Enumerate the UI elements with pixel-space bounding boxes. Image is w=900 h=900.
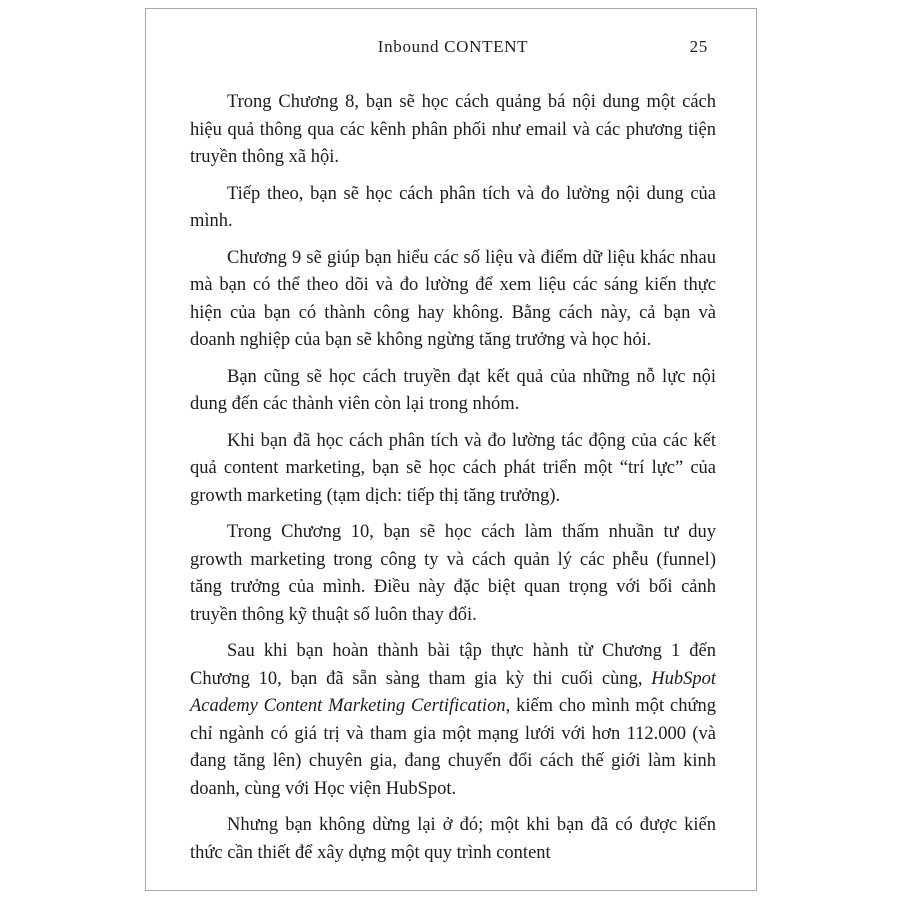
paragraph [190, 364, 716, 419]
page-header [190, 37, 716, 61]
certification-title: HubSpot Academy Content Marketing Certification [190, 668, 716, 716]
paragraph [190, 638, 716, 803]
paragraph-text: Tiếp theo, bạn sẽ học cách phân tích và đo lường nội dung của mình. [190, 183, 716, 231]
paragraph-text: Khi bạn đã học cách phân tích và đo lường tác động của các kết quả content marketing, bạn sẽ học cách phát triển một “trí lực” của growth marketing (tạm dịch: tiếp thị tăng trưởng). [190, 430, 716, 506]
paragraph-text: Trong Chương 10, bạn sẽ học cách làm thấm nhuần tư duy growth marketing trong công ty và cách quản lý các phễu (funnel) tăng trưởng của mình. Điều này đặc biệt quan trọng với bối cảnh truyền thông kỹ thuật số luôn thay đổi. [190, 522, 716, 625]
paragraph [190, 428, 716, 511]
paragraph-text: Sau khi bạn hoàn thành bài tập thực hành từ Chương 1 đến Chương 10, bạn đã sẵn sàng tham gia kỳ thi cuối cùng, [190, 641, 716, 689]
paragraph-text: Bạn cũng sẽ học cách truyền đạt kết quả của những nỗ lực nội dung đến các thành viên còn lại trong nhóm. [190, 366, 716, 414]
page-body [190, 89, 716, 867]
paragraph [190, 181, 716, 236]
paragraph-text: Trong Chương 8, bạn sẽ học cách quảng bá nội dung một cách hiệu quả thông qua các kênh phân phối như email và các phương tiện truyền thông xã hội. [190, 92, 716, 167]
paragraph [190, 519, 716, 629]
page-number: 25 [689, 37, 708, 56]
paragraph [190, 812, 716, 867]
paragraph-text: , kiếm cho mình một chứng chỉ ngành có giá trị và tham gia một mạng lưới với hơn 112.000 (và đang tăng lên) chuyên gia, đang chuyển đổi cách thế giới làm kinh doanh, cùng với Học viện HubSpot. [190, 696, 716, 799]
book-page [145, 8, 757, 891]
running-title: Inbound CONTENT [377, 37, 529, 56]
paragraph-text: Chương 9 sẽ giúp bạn hiểu các số liệu và điểm dữ liệu khác nhau mà bạn có thể theo dõi và đo lường để xem liệu các sáng kiến thực hiện của bạn có thành công hay không. Bằng cách này, cả bạn và doanh nghiệp của bạn sẽ không ngừng tăng trưởng và học hỏi. [190, 247, 716, 350]
paragraph [190, 89, 716, 172]
paragraph [190, 245, 716, 355]
paragraph-text: Nhưng bạn không dừng lại ở đó; một khi bạn đã có được kiến thức cần thiết để xây dựng một quy trình content [190, 815, 716, 863]
